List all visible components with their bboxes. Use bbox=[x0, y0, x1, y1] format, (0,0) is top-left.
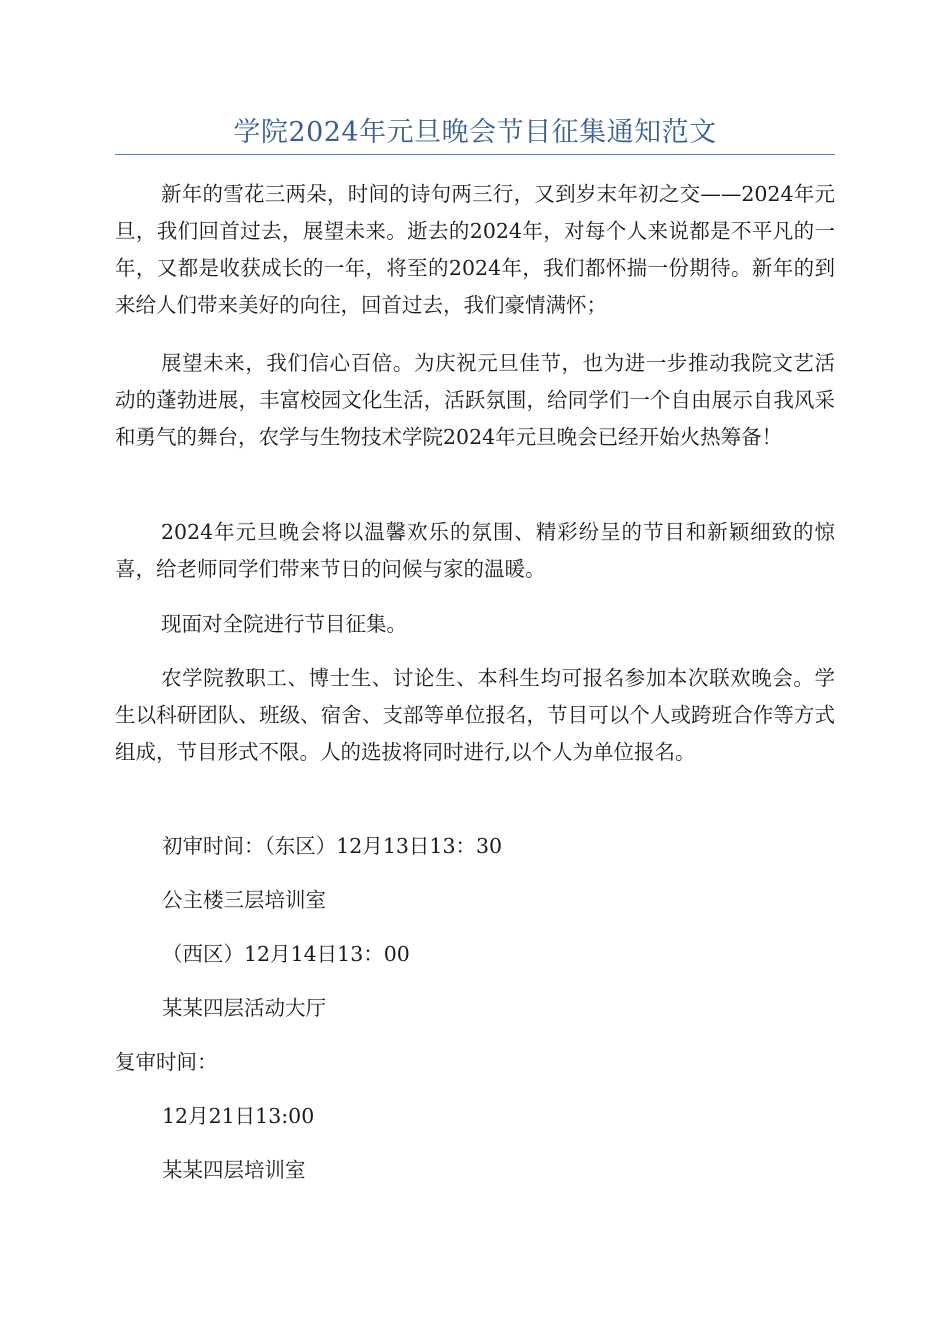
preliminary-venue-east: 公主楼三层培训室 bbox=[162, 888, 326, 912]
final-review-label: 复审时间： bbox=[115, 1050, 218, 1074]
document-title: 学院2024年元旦晚会节目征集通知范文 bbox=[233, 117, 717, 148]
title-underline bbox=[115, 154, 835, 155]
final-review-time: 12月21日13:00 bbox=[162, 1104, 315, 1128]
preliminary-venue-west: 某某四层活动大厅 bbox=[162, 996, 326, 1020]
paragraph-intro: 新年的雪花三两朵，时间的诗句两三行，又到岁末年初之交——2024年元旦，我们回首过去，展望未来。逝去的2024年，对每个人来说都是不平凡的一年，又都是收获成长的一年，将至的2024年，我们都怀揣一份期待。新年的到来给人们带来美好的向往，回首过去，我们豪情满怀； bbox=[115, 182, 835, 317]
paragraph-atmosphere: 2024年元旦晚会将以温馨欢乐的氛围、精彩纷呈的节目和新颖细致的惊喜，给老师同学们带来节日的问候与家的温暖。 bbox=[115, 520, 835, 581]
paragraph-call: 现面对全院进行节目征集。 bbox=[161, 612, 407, 636]
paragraph-purpose: 展望未来，我们信心百倍。为庆祝元旦佳节，也为进一步推动我院文艺活动的蓬勃进展，丰富校园文化生活，活跃氛围，给同学们一个自由展示自我风采和勇气的舞台，农学与生物技术学院2024年元旦晚会已经开始火热筹备！ bbox=[115, 351, 835, 449]
paragraph-eligibility: 农学院教职工、博士生、讨论生、本科生均可报名参加本次联欢晚会。学生以科研团队、班级、宿舍、支部等单位报名，节目可以个人或跨班合作等方式组成，节目形式不限。人的选拔将同时进行,以个人为单位报名。 bbox=[115, 666, 835, 764]
preliminary-time-west: （西区）12月14日13：00 bbox=[162, 942, 410, 966]
preliminary-time-east: 初审时间：（东区）12月13日13：30 bbox=[162, 834, 503, 858]
final-review-venue: 某某四层培训室 bbox=[162, 1158, 306, 1182]
